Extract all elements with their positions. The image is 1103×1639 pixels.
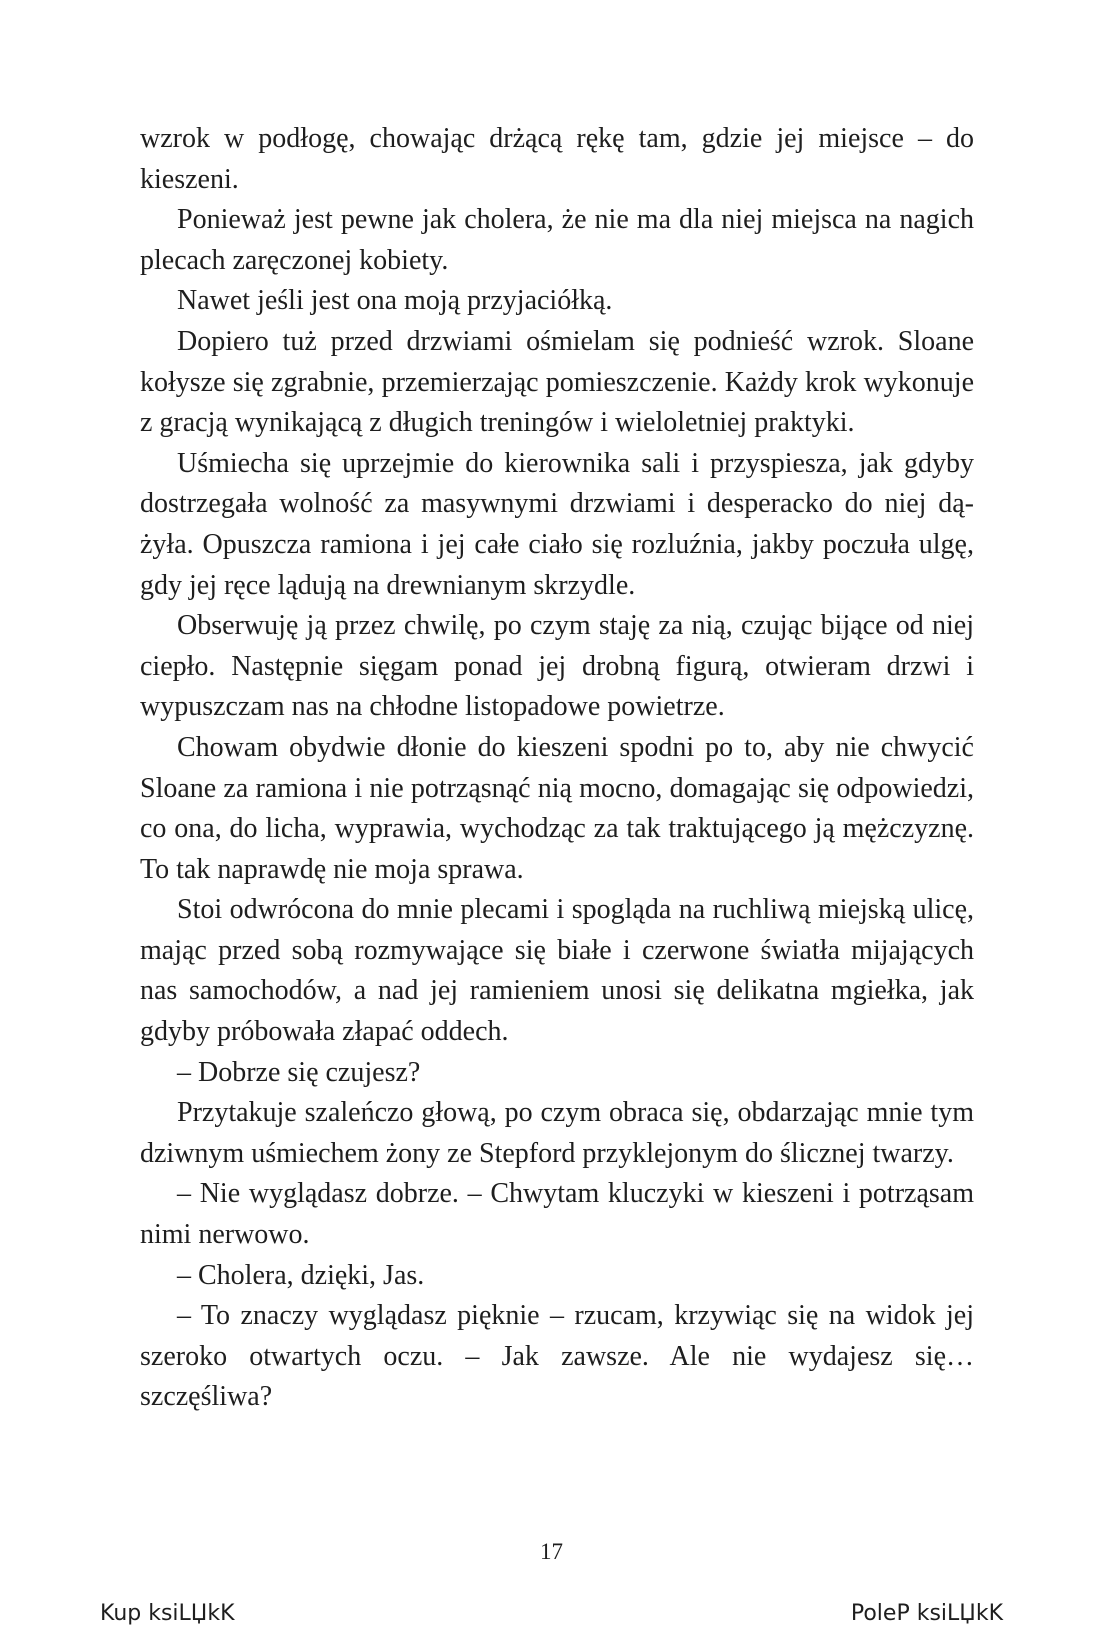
- paragraph: Uśmiecha się uprzejmie do kierownika sali i przyspiesza, jak gdyby dostrzegała wolność za masywnymi drzwiami i desperacko do niej dążyła. Opuszcza ramiona i jej całe ciało się rozluźnia, jakby poczuła ulgę, gdy jej ręce lądują na drewnianym skrzydle.: [140, 447, 974, 601]
- paragraph: Chowam obydwie dłonie do kieszeni spodni po to, aby nie chwycić Sloane za ramiona i nie potrząsnąć nią mocno, domagając się odpowiedzi, co ona, do licha, wyprawia, wychodząc za tak traktującego ją mężczyznę. To tak naprawdę nie moja sprawa.: [140, 731, 974, 885]
- body-text: [140, 119, 974, 1418]
- paragraph: Nawet jeśli jest ona moją przyjaciółką.: [177, 285, 613, 317]
- paragraph: – Cholera, dzięki, Jas.: [177, 1259, 425, 1291]
- buy-book-link[interactable]: Kup ksiLЏkK: [100, 1601, 235, 1626]
- paragraph: Dopiero tuż przed drzwiami ośmielam się podnieść wzrok. Sloane kołysze się zgrabnie, przemierzając pomieszczenie. Każdy krok wykonuje z gracją wynikającą z długich treningów i wieloletniej praktyki.: [140, 325, 974, 439]
- page-number: 17: [540, 1539, 563, 1564]
- paragraph: wzrok w podłogę, chowając drżącą rękę tam, gdzie jej miejsce – do kieszeni.: [140, 123, 974, 195]
- paragraph: – Dobrze się czujesz?: [177, 1056, 421, 1088]
- rate-book-link[interactable]: PoleP ksiLЏkK: [850, 1601, 1003, 1626]
- paragraph: Obserwuję ją przez chwilę, po czym staję za nią, czując bijące od niej ciepło. Następnie sięgam ponad jej drobną figurą, otwieram drzwi i wypuszczam nas na chłodne listopadowe powietrze.: [140, 610, 974, 723]
- paragraph: Stoi odwrócona do mnie plecami i spogląda na ruchliwą miejską ulicę, mając przed sobą rozmywające się białe i czerwone światła mijających nas samochodów, a nad jej ramieniem unosi się delikatna mgiełka, jak gdyby próbowała złapać oddech.: [140, 894, 974, 1048]
- paragraph: Przytakuje szaleńczo głową, po czym obraca się, obdarzając mnie tym dziwnym uśmiechem żony ze Stepford przyklejonym do ślicznej twarzy.: [140, 1097, 974, 1169]
- paragraph: – Nie wyglądasz dobrze. – Chwytam kluczyki w kieszeni i potrząsam nimi nerwowo.: [140, 1178, 974, 1251]
- paragraph: Ponieważ jest pewne jak cholera, że nie ma dla niej miejsca na nagich plecach zaręczonej kobiety.: [140, 204, 974, 276]
- paragraph: – To znaczy wyglądasz pięknie – rzucam, krzywiąc się na widok jej szeroko otwartych oczu. – Jak zawsze. Ale nie wydajesz się… szczęśliwa?: [140, 1300, 974, 1413]
